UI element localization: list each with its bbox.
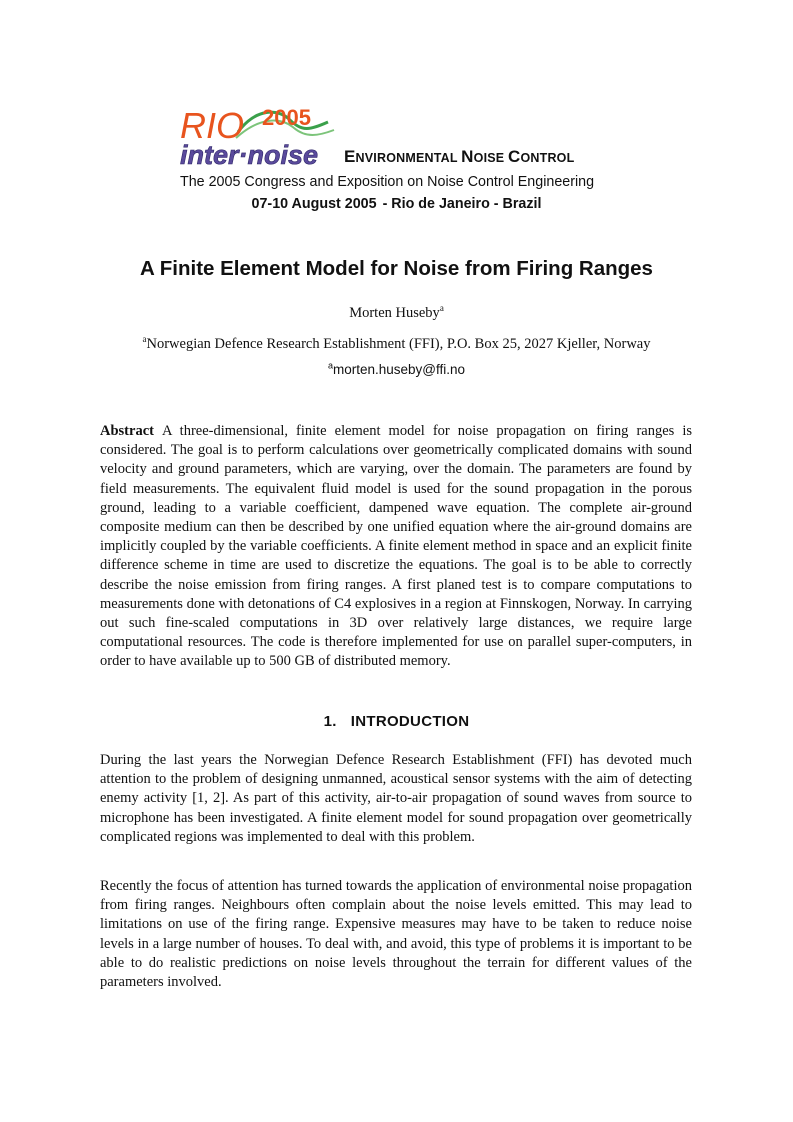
abstract-text: A three-dimensional, finite element model for noise propagation on firing ranges is considered. The goal is to perform calculations over geometrically complicated domains with sound velocity and ground parameters, which are varying, over the domain. The parameters are found by field measurements. The equivalent fluid model is used for the sound propagation in the porous ground, leading to a variable coefficient, dampened wave equation. The complete air-ground composite medium can then be described by one unified equation where the air-ground domains are implicitly coupled by the variable coefficients. A finite element method in space and an explicit finite difference scheme in time are used to discretize the equations. The goal is to be able to correctly describe the noise emission from firing ranges. A first planed test is to compare computations to measurements done with detonations of C4 explosives in a region at Finnskogen, Norway. In carrying out such fine-scaled computations in 3D over relatively large distances, we require large computational resources. The code is therefore implemented for use on parallel super-computers, in order to have available up to 500 GB of distributed memory. bbox=[100, 423, 692, 670]
section-heading-introduction bbox=[0, 713, 793, 730]
conference-date-line bbox=[0, 196, 793, 212]
email-marker: a bbox=[327, 360, 333, 371]
logo-year-text: 2005 bbox=[262, 105, 311, 130]
section-number: 1. bbox=[323, 713, 337, 730]
conference-name-part: NVIRONMENTAL bbox=[355, 151, 462, 165]
affiliation: Norwegian Defence Research Establishment (FFI), P.O. Box 25, 2027 Kjeller, Norway bbox=[146, 336, 651, 352]
conference-name bbox=[344, 147, 574, 167]
author-name: Morten Huseby bbox=[349, 305, 440, 321]
section-title: INTRODUCTION bbox=[350, 713, 470, 730]
logo-internoise-text: inter·noise bbox=[180, 140, 319, 170]
conference-name-part: OISE bbox=[473, 151, 508, 165]
logo-graphic bbox=[178, 100, 348, 170]
conference-name-part: C bbox=[507, 147, 521, 166]
author-email[interactable]: morten.huseby@ffi.no bbox=[332, 362, 466, 377]
abstract-label: Abstract bbox=[100, 423, 154, 439]
intro-paragraph: Recently the focus of attention has turned towards the application of environmental noise propagation from firing ranges. Neighbours often complain about the noise levels emitted. This may lead to limitations on use of the firing range. Expensive measures may have to be taken to reduce noise levels in a large number of houses. To deal with, and avoid, this type of problems it is important to be able to do realistic predictions on noise levels throughout the terrain for different values of the parameters involved. bbox=[100, 878, 692, 991]
affiliation-marker: a bbox=[142, 334, 147, 345]
logo-rio-text: RIO bbox=[180, 105, 245, 146]
conference-name-part: ONTROL bbox=[520, 151, 575, 165]
intro-paragraph: During the last years the Norwegian Defence Research Establishment (FFI) has devoted much attention to the problem of designing unmanned, acoustical sensor systems with the aim of detecting enemy activity [1, 2]. As part of this activity, air-to-air propagation of sound waves from source to microphone has been investigated. A finite element model for sound propagation over geometrically complicated regions was implemented to deal with this problem. bbox=[100, 752, 692, 845]
author-marker: a bbox=[439, 303, 444, 314]
paper-title: A Finite Element Model for Noise from Firing Ranges bbox=[140, 257, 653, 280]
conference-name-part: N bbox=[461, 147, 474, 166]
affiliation-line bbox=[0, 336, 793, 353]
conference-dates: 07-10 August 2005 bbox=[251, 196, 377, 212]
internoise-2005-logo bbox=[178, 100, 348, 170]
conference-location: - Rio de Janeiro - Brazil bbox=[382, 196, 542, 212]
conference-subtitle: The 2005 Congress and Exposition on Noise Control Engineering bbox=[180, 174, 595, 190]
abstract bbox=[100, 422, 692, 672]
author-line bbox=[0, 305, 793, 322]
email-line bbox=[0, 362, 793, 377]
conference-name-part: E bbox=[344, 147, 356, 166]
